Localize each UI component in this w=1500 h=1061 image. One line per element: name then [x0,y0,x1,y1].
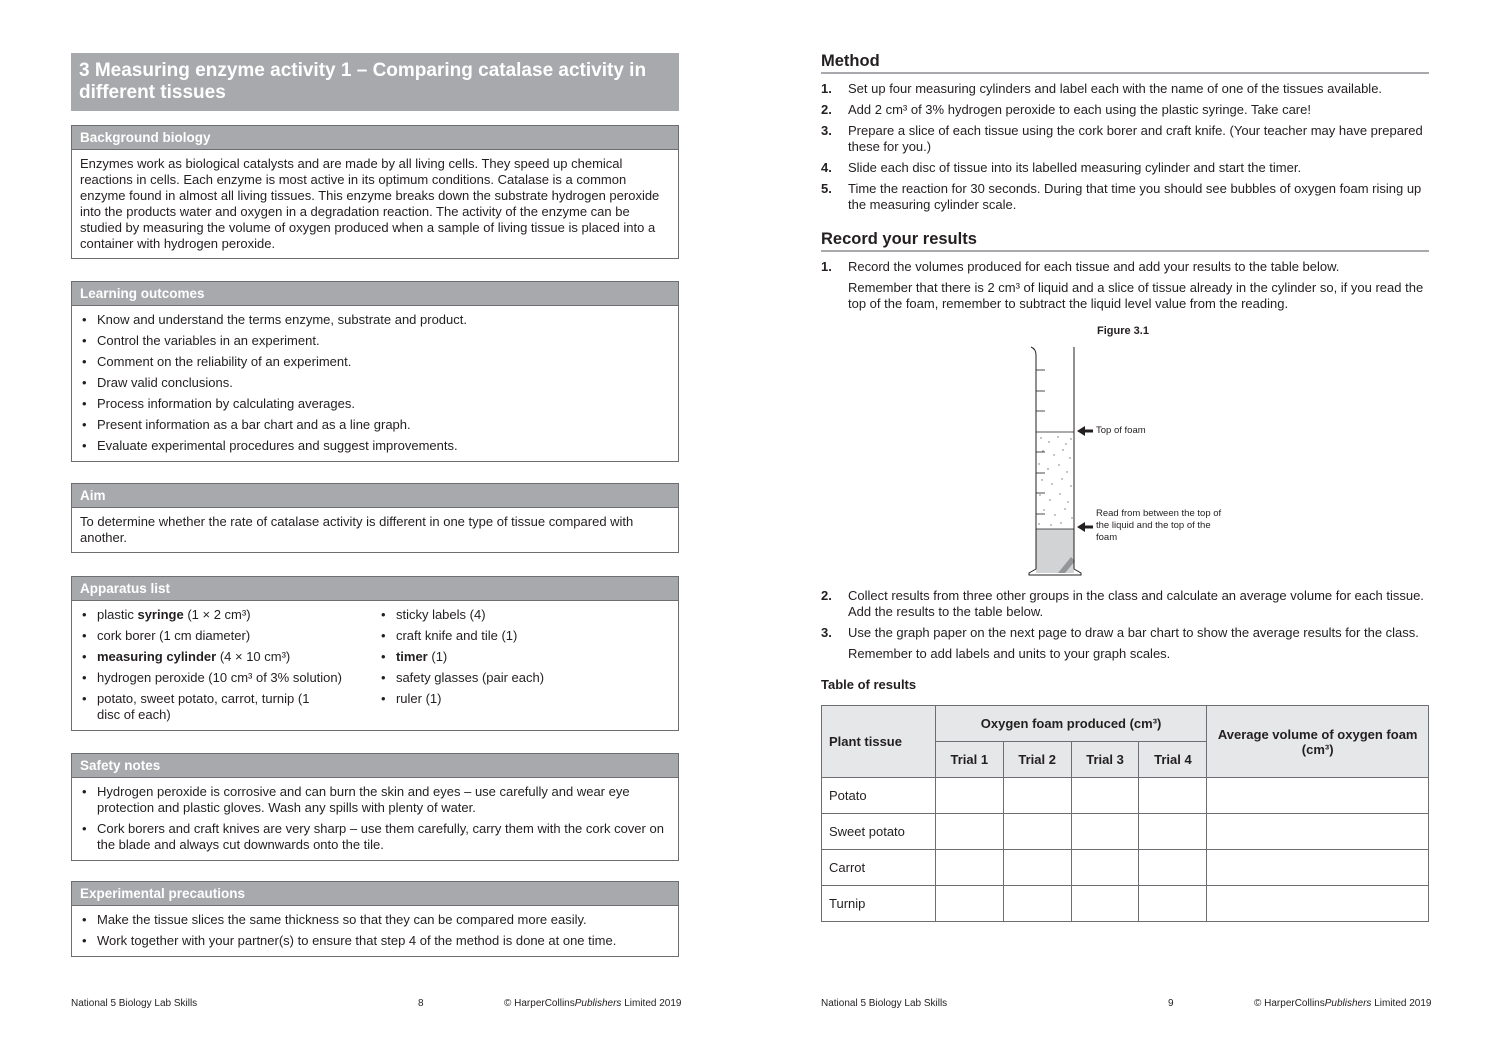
footer-copyright: © HarperCollinsPublishers Limited 2019 [504,998,682,1009]
list-item: • Make the tissue slices the same thickness so that they can be compared more easily. [80,912,670,928]
method-step: 5. Time the reaction for 30 seconds. During that time you should see bubbles of oxygen foam rising up the measuring cylinder scale. [821,181,1422,212]
record-step: 3. Use the graph paper on the next page to draw a bar chart to show the average results for the class. [821,625,1419,640]
column-header-tissue: Plant tissue [822,706,936,778]
table-cell[interactable] [1071,850,1139,886]
table-cell[interactable] [1207,850,1429,886]
arrow-left-icon [1077,426,1093,436]
table-cell[interactable] [935,886,1003,922]
apparatus-heading: Apparatus list [72,577,678,601]
table-cell[interactable] [1003,778,1071,814]
method-step: 3. Prepare a slice of each tissue using the cork borer and craft knife. (Your teacher may have prepared these for you.) [821,123,1423,154]
list-item: • measuring cylinder (4 × 10 cm³) [80,649,379,665]
footer-copyright: © HarperCollinsPublishers Limited 2019 [1254,998,1432,1009]
learning-outcomes-list [80,312,670,454]
arrow-left-icon [1077,522,1093,532]
safety-notes-list [80,784,670,853]
results-table [821,705,1429,922]
page-number: 8 [418,998,424,1009]
table-cell[interactable] [1139,778,1207,814]
list-item: • Evaluate experimental procedures and suggest improvements. [80,438,670,454]
table-cell[interactable] [1207,814,1429,850]
background-biology-box [71,125,679,259]
column-header-trial: Trial 1 [935,742,1003,778]
record-step: 2. Collect results from three other groups in the class and calculate an average volume for each tissue. Add the results to the table below. [821,588,1424,619]
row-label: Turnip [822,886,936,922]
list-item: • Work together with your partner(s) to ensure that step 4 of the method is done at one time. [80,933,670,949]
table-cell[interactable] [1071,778,1139,814]
label-top-of-foam: Top of foam [1096,425,1146,436]
record-step-note: Remember to add labels and units to your graph scales. [848,646,1171,661]
learning-outcomes-box [71,281,679,462]
precautions-box [71,881,679,957]
safety-notes-heading: Safety notes [72,754,678,778]
record-step: 1. Record the volumes produced for each tissue and add your results to the table below. [821,259,1340,274]
list-item: • Hydrogen peroxide is corrosive and can burn the skin and eyes – use carefully and wear eye protection and plastic gloves. Wash any spills with plenty of water. [80,784,670,816]
precautions-heading: Experimental precautions [72,882,678,906]
record-results-heading: Record your results [821,229,1429,252]
precautions-list [80,912,670,949]
apparatus-list-col1 [80,607,379,723]
table-cell[interactable] [1003,886,1071,922]
row-label: Carrot [822,850,936,886]
method-step: 4. Slide each disc of tissue into its labelled measuring cylinder and start the timer. [821,160,1302,175]
footer-book-title: National 5 Biology Lab Skills [71,998,198,1009]
list-item: • sticky labels (4) [379,607,670,623]
safety-notes-box [71,753,679,861]
method-steps [821,81,1429,218]
table-cell[interactable] [1003,814,1071,850]
list-item: • plastic syringe (1 × 2 cm³) [80,607,379,623]
list-item: • Process information by calculating averages. [80,396,670,412]
list-item: • cork borer (1 cm diameter) [80,628,379,644]
record-step-note: Remember that there is 2 cm³ of liquid and a slice of tissue already in the cylinder so, if you read the top of the foam, remember to subtract the liquid level value from the reading. [848,280,1424,311]
list-item: • Comment on the reliability of an experiment. [80,354,670,370]
column-header-trial: Trial 4 [1139,742,1207,778]
page-number: 9 [1168,998,1174,1009]
column-header-trial: Trial 3 [1071,742,1139,778]
right-page [750,0,1500,1061]
table-row [822,886,1429,922]
learning-outcomes-heading: Learning outcomes [72,282,678,306]
record-steps-bottom [821,588,1429,667]
aim-text: To determine whether the rate of catalase activity is different in one type of tissue compared with another. [80,514,634,545]
table-cell[interactable] [1139,814,1207,850]
background-biology-heading: Background biology [72,126,678,150]
table-row [822,778,1429,814]
table-cell[interactable] [1071,814,1139,850]
table-cell[interactable] [1207,778,1429,814]
background-biology-text: Enzymes work as biological catalysts and are made by all living cells. They speed up chemical reactions in cells. Each enzyme is most active in its optimum conditions. Catalase is a common enzyme found in almost all living tissues. This enzyme breaks down the substrate hydrogen peroxide into the products water and oxygen in a degradation reaction. The activity of the enzyme can be studied by measuring the volume of oxygen produced when a sample of living tissue is placed into a container with hydrogen peroxide. [80,156,660,251]
table-cell[interactable] [1071,886,1139,922]
table-cell[interactable] [935,850,1003,886]
record-steps-top [821,259,1429,317]
list-item: • safety glasses (pair each) [379,670,670,686]
row-label: Sweet potato [822,814,936,850]
list-item: • ruler (1) [379,691,670,707]
footer-book-title: National 5 Biology Lab Skills [821,998,948,1009]
list-item: • craft knife and tile (1) [379,628,670,644]
list-item: • Draw valid conclusions. [80,375,670,391]
list-item: • Know and understand the terms enzyme, substrate and product. [80,312,670,328]
table-row [822,814,1429,850]
row-label: Potato [822,778,936,814]
table-cell[interactable] [935,778,1003,814]
method-step: 1. Set up four measuring cylinders and label each with the name of one of the tissues available. [821,81,1383,96]
table-cell[interactable] [1003,850,1071,886]
column-header-average: Average volume of oxygen foam (cm³) [1207,706,1429,778]
list-item: • Present information as a bar chart and as a line graph. [80,417,670,433]
aim-heading: Aim [72,484,678,508]
column-header-trial: Trial 2 [1003,742,1071,778]
apparatus-list-col2 [379,607,670,723]
list-item: • hydrogen peroxide (10 cm³ of 3% solution) [80,670,379,686]
table-row [822,850,1429,886]
figure-caption: Figure 3.1 [1097,325,1149,337]
table-cell[interactable] [1207,886,1429,922]
table-cell[interactable] [1139,886,1207,922]
list-item: • Cork borers and craft knives are very sharp – use them carefully, carry them with the cork cover on the blade and always cut downwards onto the tile. [80,821,670,853]
label-read-from: Read from between the top of the liquid and the top of the foam [1096,508,1222,543]
list-item: • timer (1) [379,649,670,665]
table-cell[interactable] [1139,850,1207,886]
page-title: 3 Measuring enzyme activity 1 – Comparing catalase activity in different tissues [71,53,679,111]
list-item: • Control the variables in an experiment. [80,333,670,349]
apparatus-box [71,576,679,731]
table-title: Table of results [821,677,917,692]
table-cell[interactable] [935,814,1003,850]
method-heading: Method [821,51,1429,74]
list-item: • potato, sweet potato, carrot, turnip (1 disc of each) [80,691,310,723]
column-header-oxygen: Oxygen foam produced (cm³) [935,706,1207,742]
aim-box [71,483,679,553]
method-step: 2. Add 2 cm³ of 3% hydrogen peroxide to each using the plastic syringe. Take care! [821,102,1311,117]
